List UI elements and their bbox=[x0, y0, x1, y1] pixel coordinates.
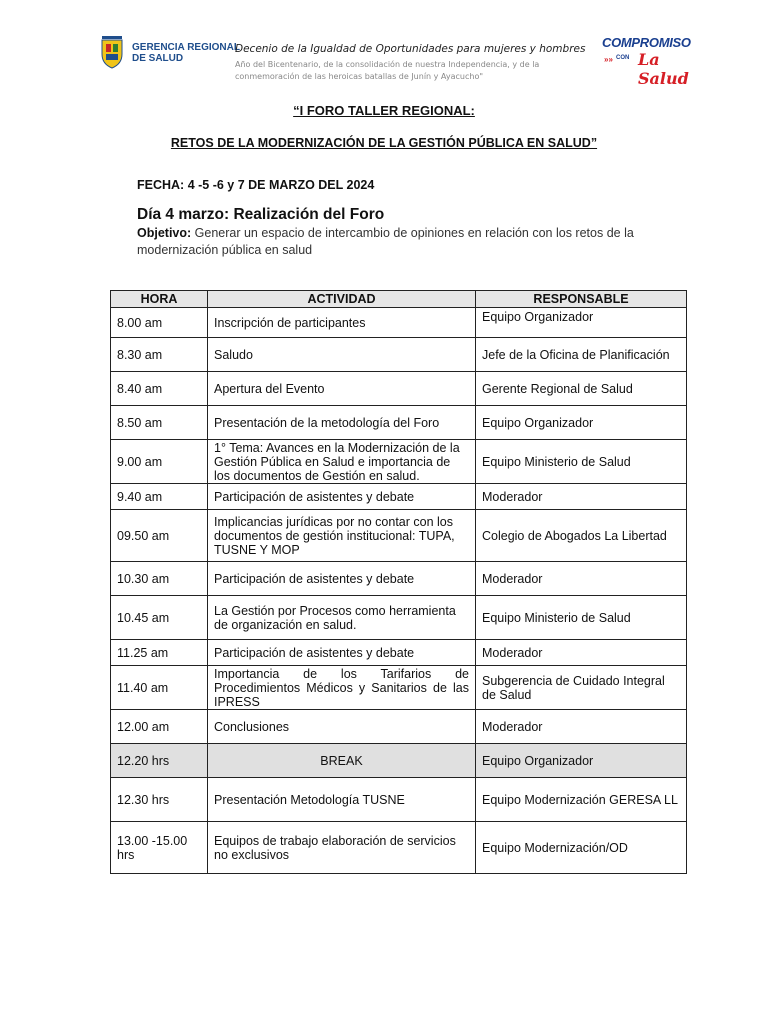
cell-hora: 8.30 am bbox=[111, 338, 208, 372]
header-responsable: RESPONSABLE bbox=[476, 291, 687, 308]
cell-actividad: Participación de asistentes y debate bbox=[208, 484, 476, 510]
cell-hora: 10.45 am bbox=[111, 596, 208, 640]
schedule-table bbox=[110, 290, 687, 874]
cell-actividad: Participación de asistentes y debate bbox=[208, 562, 476, 596]
table-row bbox=[111, 308, 687, 338]
table-row bbox=[111, 562, 687, 596]
cell-responsable: Equipo Ministerio de Salud bbox=[476, 440, 687, 484]
cell-actividad: 1° Tema: Avances en la Modernización de la Gestión Pública en Salud e importancia de los documentos de Gestión en salud. bbox=[208, 440, 476, 484]
table-row bbox=[111, 510, 687, 562]
table-row bbox=[111, 484, 687, 510]
table-row bbox=[111, 338, 687, 372]
header-hora: HORA bbox=[111, 291, 208, 308]
cell-hora: 8.40 am bbox=[111, 372, 208, 406]
cell-actividad: Inscripción de participantes bbox=[208, 308, 476, 338]
cell-hora: 13.00 -15.00 hrs bbox=[111, 822, 208, 874]
cell-responsable: Jefe de la Oficina de Planificación bbox=[476, 338, 687, 372]
cell-responsable: Equipo Ministerio de Salud bbox=[476, 596, 687, 640]
cell-actividad: La Gestión por Procesos como herramienta de organización en salud. bbox=[208, 596, 476, 640]
objective-paragraph bbox=[137, 225, 677, 259]
cell-actividad: Conclusiones bbox=[208, 710, 476, 744]
page-header bbox=[0, 0, 768, 90]
cell-responsable: Moderador bbox=[476, 710, 687, 744]
cell-hora: 12.00 am bbox=[111, 710, 208, 744]
cell-responsable: Equipo Modernización GERESA LL bbox=[476, 778, 687, 822]
cell-hora: 11.25 am bbox=[111, 640, 208, 666]
cell-responsable: Equipo Organizador bbox=[476, 308, 687, 338]
cell-responsable: Equipo Organizador bbox=[476, 406, 687, 440]
cell-actividad: Presentación Metodología TUSNE bbox=[208, 778, 476, 822]
gerencia-logo-text: GERENCIA REGIONAL DE SALUD bbox=[132, 42, 240, 64]
cell-responsable: Moderador bbox=[476, 562, 687, 596]
cell-actividad: Importancia de los Tarifarios de Procedimientos Médicos y Sanitarios de las IPRESS bbox=[208, 666, 476, 710]
table-row bbox=[111, 596, 687, 640]
cell-responsable: Colegio de Abogados La Libertad bbox=[476, 510, 687, 562]
table-row bbox=[111, 778, 687, 822]
table-row bbox=[111, 666, 687, 710]
table-row bbox=[111, 710, 687, 744]
cell-hora: 11.40 am bbox=[111, 666, 208, 710]
cell-hora: 12.30 hrs bbox=[111, 778, 208, 822]
cell-responsable: Subgerencia de Cuidado Integral de Salud bbox=[476, 666, 687, 710]
table-header-row bbox=[111, 291, 687, 308]
cell-actividad: Apertura del Evento bbox=[208, 372, 476, 406]
regional-crest-logo bbox=[98, 36, 126, 72]
table-row bbox=[111, 744, 687, 778]
cell-responsable: Equipo Modernización/OD bbox=[476, 822, 687, 874]
cell-actividad: Participación de asistentes y debate bbox=[208, 640, 476, 666]
cell-actividad: Saludo bbox=[208, 338, 476, 372]
document-title: “I FORO TALLER REGIONAL: bbox=[293, 103, 475, 118]
cell-responsable: Equipo Organizador bbox=[476, 744, 687, 778]
cell-responsable: Moderador bbox=[476, 640, 687, 666]
cell-hora: 8.50 am bbox=[111, 406, 208, 440]
cell-hora: 09.50 am bbox=[111, 510, 208, 562]
cell-actividad: Equipos de trabajo elaboración de servicios no exclusivos bbox=[208, 822, 476, 874]
table-row bbox=[111, 440, 687, 484]
day-heading: Día 4 marzo: Realización del Foro bbox=[137, 206, 385, 223]
cell-hora: 9.40 am bbox=[111, 484, 208, 510]
table-row bbox=[111, 822, 687, 874]
document-subtitle: RETOS DE LA MODERNIZACIÓN DE LA GESTIÓN PÚBLICA EN SALUD” bbox=[170, 136, 598, 150]
objective-text: Generar un espacio de intercambio de opiniones en relación con los retos de la modernización pública en salud bbox=[137, 226, 634, 257]
cell-hora: 9.00 am bbox=[111, 440, 208, 484]
cell-responsable: Gerente Regional de Salud bbox=[476, 372, 687, 406]
cell-actividad: BREAK bbox=[208, 744, 476, 778]
cell-actividad: Implicancias jurídicas por no contar con los documentos de gestión institucional: TUPA, TUSNE Y MOP bbox=[208, 510, 476, 562]
header-actividad: ACTIVIDAD bbox=[208, 291, 476, 308]
decenio-text: Decenio de la Igualdad de Oportunidades para mujeres y hombres bbox=[235, 43, 586, 55]
ano-text: Año del Bicentenario, de la consolidación de nuestra Independencia, y de la conmemoración de las heroicas batallas de Junín y Ayacucho" bbox=[235, 60, 540, 81]
table-row bbox=[111, 372, 687, 406]
compromiso-logo: COMPROMISO »» CON La Salud bbox=[602, 35, 691, 88]
cell-hora: 12.20 hrs bbox=[111, 744, 208, 778]
table-row bbox=[111, 640, 687, 666]
table-row bbox=[111, 406, 687, 440]
objective-label: Objetivo: bbox=[137, 226, 192, 240]
cell-hora: 10.30 am bbox=[111, 562, 208, 596]
cell-hora: 8.00 am bbox=[111, 308, 208, 338]
cell-actividad: Presentación de la metodología del Foro bbox=[208, 406, 476, 440]
event-date: FECHA: 4 -5 -6 y 7 DE MARZO DEL 2024 bbox=[137, 178, 375, 192]
cell-responsable: Moderador bbox=[476, 484, 687, 510]
